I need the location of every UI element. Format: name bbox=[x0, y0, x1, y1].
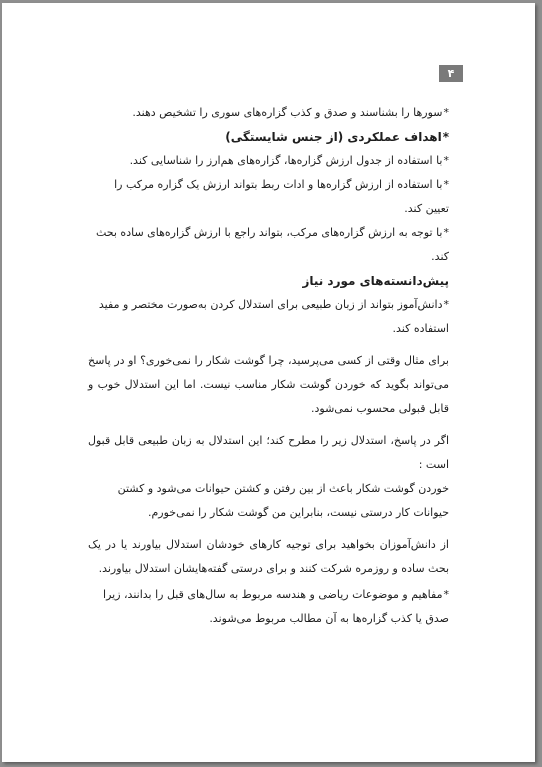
bullet-line-compound-value: * با استفاده از ارزش گزاره‌ها و ادات ربط بتواند ارزش یک گزاره مرکب را تعیین کند. bbox=[88, 173, 449, 221]
page-body bbox=[88, 101, 449, 631]
paragraph-argument: خوردن گوشت شکار باعث از بین رفتن و کشتن حیوانات می‌شود و کشتن حیوانات کار درستی نیست، بنابراین من گوشت شکار را نمی‌خورم. bbox=[117, 482, 449, 519]
document-page bbox=[2, 3, 535, 762]
page-number-badge: ۴ bbox=[439, 65, 463, 82]
bullet-line-equivalence: * با استفاده از جدول ارزش گزاره‌ها، گزاره‌های هم‌ارز را شناسایی کند. bbox=[88, 149, 449, 173]
bullet-line-simple-value: * با توجه به ارزش گزاره‌های مرکب، بتواند راجع با ارزش گزاره‌های ساده بحث کند. bbox=[88, 221, 449, 269]
section-heading-prerequisites: پیش‌دانسته‌های مورد نیاز bbox=[302, 274, 449, 288]
bullet-line-math-concepts: * مفاهیم و موضوعات ریاضی و هندسه مربوط به سال‌های قبل را بدانند، زیرا صدق یا کذب گزاره‌ها به آن مطالب مربوط می‌شوند. bbox=[88, 583, 449, 631]
paragraph-students-task: از دانش‌آموزان بخواهید برای توجیه کارهای خودشان استدلال بیاورند یا در یک بحث ساده و روزمره شرکت کنند و برای درستی گفته‌هایشان استدلال بیاورند. bbox=[88, 538, 449, 575]
section-heading-performance-goals: * اهداف عملکردی (از جنس شایستگی) bbox=[88, 125, 449, 149]
bullet-line-quantifiers: * سورها را بشناسند و صدق و کذب گزاره‌های سوری را تشخیص دهند. bbox=[88, 101, 449, 125]
paragraph-answer-intro: اگر در پاسخ، استدلال زیر را مطرح کند؛ این استدلال به زبان طبیعی قابل قبول است : bbox=[88, 434, 449, 471]
paragraph-example: برای مثال وقتی از کسی می‌پرسید، چرا گوشت شکار را نمی‌خوری؟ او در پاسخ می‌تواند بگوید که خوردن گوشت شکار مناسب نیست. اما این استدلال خوب و قابل قبولی محسوب نمی‌شود. bbox=[88, 354, 449, 415]
bullet-line-natural-language: * دانش‌آموز بتواند از زبان طبیعی برای استدلال کردن به‌صورت مختصر و مفید استفاده کند. bbox=[88, 293, 449, 341]
